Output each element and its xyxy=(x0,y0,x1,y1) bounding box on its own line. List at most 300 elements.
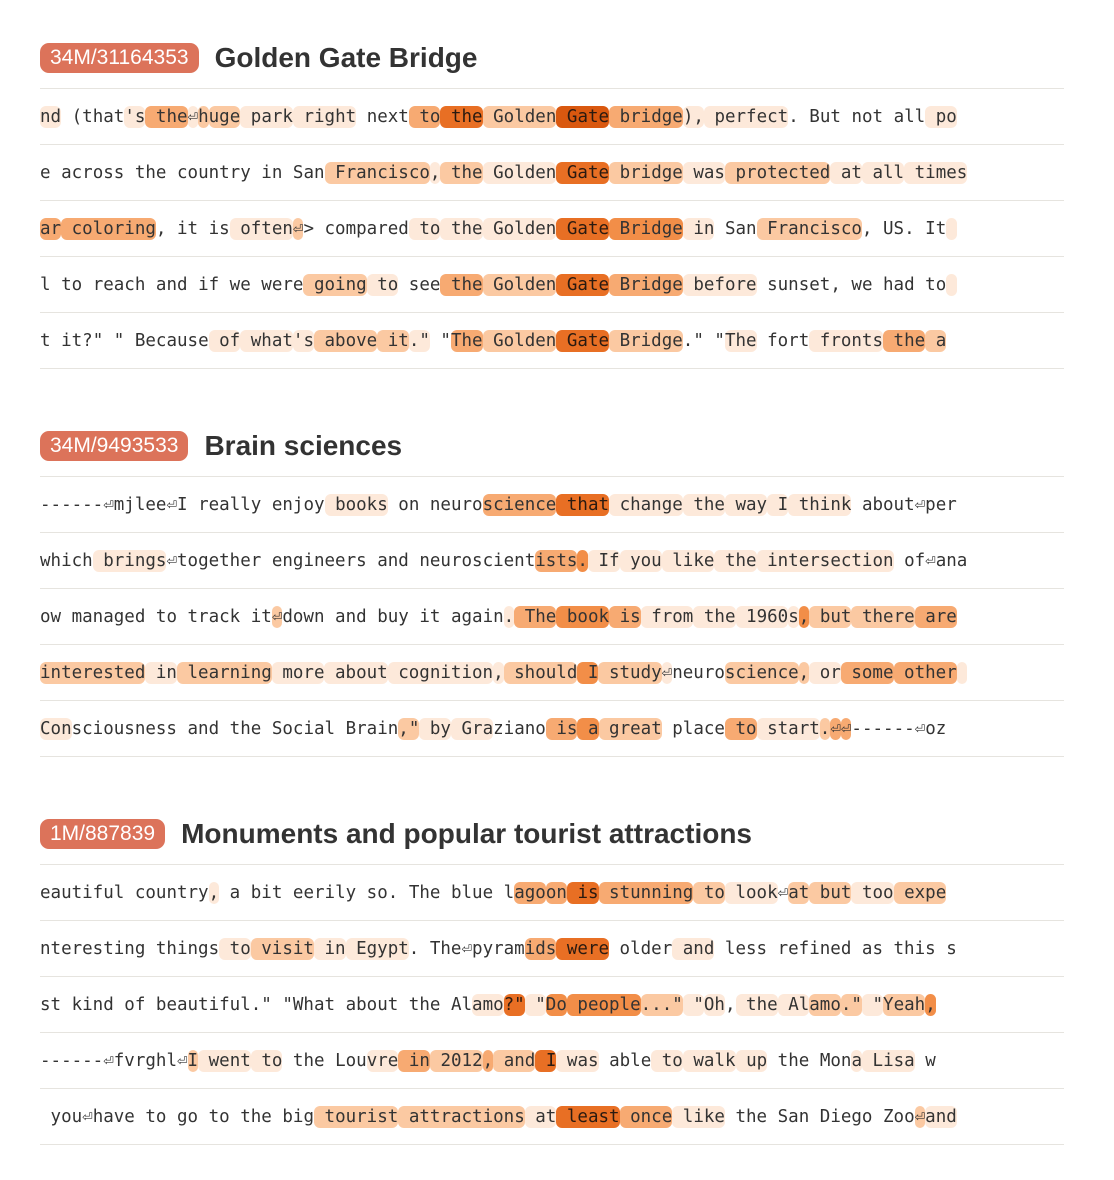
token: , xyxy=(798,662,810,683)
token: books xyxy=(324,494,388,515)
token: change xyxy=(609,494,683,515)
token: " xyxy=(429,330,451,351)
token: . xyxy=(788,106,799,127)
token: ------ xyxy=(40,494,104,515)
token: were xyxy=(250,274,304,295)
token: t xyxy=(40,330,51,351)
token: to xyxy=(250,1050,283,1071)
token: were xyxy=(556,938,610,959)
token: ⏎ xyxy=(177,1050,188,1071)
example-row xyxy=(40,533,1064,589)
token: . xyxy=(904,218,915,239)
token: ," xyxy=(398,718,420,739)
token: is xyxy=(545,718,578,739)
token: ness xyxy=(134,718,177,739)
token: w xyxy=(914,1050,936,1071)
token: start xyxy=(756,718,820,739)
token-line xyxy=(40,273,957,297)
section-title: Golden Gate Bridge xyxy=(214,42,478,73)
token: across xyxy=(50,162,125,183)
section-title: Monuments and popular tourist attractions xyxy=(181,818,753,849)
token: bridge xyxy=(609,162,683,183)
token: oz xyxy=(925,718,947,739)
token: The xyxy=(398,882,441,903)
token-line xyxy=(40,881,946,905)
token: ------ xyxy=(40,1050,104,1071)
token: about xyxy=(851,494,915,515)
token: and xyxy=(672,938,715,959)
token: Gate xyxy=(556,162,610,183)
token: the xyxy=(229,1106,272,1127)
example-row xyxy=(40,645,1064,701)
token: a xyxy=(577,718,599,739)
token: the xyxy=(735,994,778,1015)
token: all xyxy=(861,162,905,183)
token: is xyxy=(566,882,599,903)
token: 1960 xyxy=(735,606,789,627)
token: Gate xyxy=(556,330,610,351)
token: . xyxy=(387,882,399,903)
feature-id-badge[interactable]: 1M/887839 xyxy=(40,819,165,849)
token: but xyxy=(809,882,852,903)
token: h xyxy=(198,106,209,127)
token: like xyxy=(661,550,715,571)
token: Golden xyxy=(482,162,557,183)
token: Bridge xyxy=(609,218,683,239)
token: on xyxy=(387,494,420,515)
token: protected xyxy=(724,162,831,183)
token: and xyxy=(176,718,220,739)
token: Golden xyxy=(482,106,557,127)
token-line xyxy=(40,493,957,517)
example-row xyxy=(40,865,1064,921)
token: it xyxy=(377,330,409,351)
token: Golden xyxy=(482,274,557,295)
token: 2012 xyxy=(429,1050,483,1071)
token: ids xyxy=(524,938,557,959)
token-line xyxy=(40,661,967,685)
token: engineers xyxy=(261,550,367,571)
token: buy xyxy=(366,606,409,627)
token: Al xyxy=(440,994,473,1015)
token: ." xyxy=(408,330,430,351)
token xyxy=(946,218,957,240)
token: not xyxy=(840,106,884,127)
token: have xyxy=(92,1106,135,1127)
token: Gate xyxy=(556,274,610,295)
token: above xyxy=(313,330,378,351)
token: hl xyxy=(155,1050,177,1071)
token-line xyxy=(40,549,967,573)
token: the xyxy=(440,274,483,295)
token: , xyxy=(861,218,873,239)
token: per xyxy=(925,494,957,515)
token: ⏎ xyxy=(461,938,473,959)
token: the xyxy=(282,1050,325,1071)
token: I xyxy=(577,662,599,683)
token: see xyxy=(398,274,441,295)
token: and xyxy=(145,274,188,295)
token: Yeah xyxy=(883,994,926,1015)
token: Golden xyxy=(482,218,557,239)
token: " xyxy=(861,994,884,1015)
token: going xyxy=(303,274,367,295)
token: Social xyxy=(261,718,336,739)
token: ), xyxy=(682,106,704,127)
token: Al xyxy=(777,994,810,1015)
token: po xyxy=(925,106,957,127)
token: Golden xyxy=(482,330,557,351)
token: all xyxy=(883,106,926,127)
token: walk xyxy=(682,1050,736,1071)
token: it xyxy=(408,606,441,627)
token: it xyxy=(50,330,83,351)
token: this xyxy=(882,938,936,959)
token: way xyxy=(724,494,768,515)
token: " xyxy=(524,994,546,1015)
token: in xyxy=(398,1050,430,1071)
token: to xyxy=(219,938,251,959)
token: ⏎ xyxy=(187,106,199,127)
token-line xyxy=(40,717,946,741)
token-line xyxy=(40,605,957,629)
token: uge xyxy=(208,106,241,127)
token: but xyxy=(809,606,852,627)
token: ." xyxy=(250,994,272,1015)
token: to xyxy=(651,1050,683,1071)
token: older xyxy=(609,938,673,959)
token: to xyxy=(408,106,441,127)
example-row xyxy=(40,977,1064,1033)
token: like xyxy=(672,1106,725,1127)
token: is xyxy=(198,218,230,239)
token: was xyxy=(682,162,725,183)
token: s xyxy=(788,606,799,627)
token: , xyxy=(925,994,936,1015)
token-line xyxy=(40,105,957,129)
token: place xyxy=(661,718,725,739)
token: ------ xyxy=(851,718,915,739)
token: mj xyxy=(113,494,135,515)
token: science xyxy=(724,662,799,683)
token: San xyxy=(282,162,325,183)
token: Egypt xyxy=(345,938,409,959)
token: we xyxy=(840,274,873,295)
token: in xyxy=(313,938,346,959)
token: lee xyxy=(134,494,167,515)
token: Oh xyxy=(703,994,725,1015)
token: at xyxy=(524,1106,557,1127)
token: book xyxy=(556,606,610,627)
token: rg xyxy=(134,1050,156,1071)
token: ?" xyxy=(82,330,104,351)
token: I xyxy=(177,494,188,515)
token: right xyxy=(292,106,357,127)
example-row xyxy=(40,1033,1064,1089)
token: before xyxy=(682,274,757,295)
token: there xyxy=(851,606,915,627)
token: more xyxy=(271,662,325,683)
token-line xyxy=(40,1049,936,1073)
token: from xyxy=(640,606,694,627)
token: , xyxy=(429,162,441,183)
token: kind xyxy=(61,994,114,1015)
token: compared xyxy=(313,218,409,239)
token: ana xyxy=(935,550,968,571)
token: of xyxy=(893,550,926,571)
token: Brain xyxy=(335,718,399,739)
token: The xyxy=(514,606,557,627)
token: about xyxy=(335,994,399,1015)
token: down xyxy=(282,606,325,627)
token: in xyxy=(250,162,283,183)
token: that xyxy=(82,106,125,127)
token: are xyxy=(914,606,957,627)
token: at xyxy=(788,882,810,903)
token: again xyxy=(440,606,504,627)
token: go xyxy=(166,1106,199,1127)
token: the xyxy=(398,994,441,1015)
token: beautiful xyxy=(145,994,251,1015)
example-row xyxy=(40,257,1064,313)
token: to xyxy=(145,606,177,627)
token: blue xyxy=(440,882,494,903)
token: Diego xyxy=(809,1106,873,1127)
token: nteresting xyxy=(40,938,146,959)
token: if xyxy=(187,274,220,295)
token: learning xyxy=(176,662,272,683)
example-row xyxy=(40,1089,1064,1145)
token: l xyxy=(493,882,515,903)
token: study xyxy=(598,662,662,683)
token: , xyxy=(493,662,504,683)
token: and xyxy=(493,1050,536,1071)
token-line xyxy=(40,217,957,241)
token: park xyxy=(240,106,293,127)
token: , xyxy=(208,882,220,903)
token: s xyxy=(935,938,957,959)
token: some xyxy=(840,662,894,683)
token: together xyxy=(177,550,262,571)
token: a xyxy=(219,882,241,903)
feature-section-brain-sciences xyxy=(40,418,1064,757)
token: Mon xyxy=(809,1050,852,1071)
token: ago xyxy=(514,882,546,903)
token: ⏎ xyxy=(103,494,114,515)
token xyxy=(957,662,968,684)
token: was xyxy=(556,1050,599,1071)
token: ⏎ xyxy=(271,606,283,627)
token: ." xyxy=(840,994,862,1015)
token: ⏎ xyxy=(292,218,304,239)
token: to xyxy=(724,718,757,739)
token: ⏎ xyxy=(925,550,936,571)
token: ists xyxy=(535,550,578,571)
token: ⏎ xyxy=(82,1106,93,1127)
token: once xyxy=(619,1106,673,1127)
token: the xyxy=(767,1050,810,1071)
token: er xyxy=(303,882,325,903)
token: py xyxy=(472,938,494,959)
token: the xyxy=(714,550,757,571)
token: What xyxy=(292,994,336,1015)
token: Bridge xyxy=(609,330,683,351)
token-rows xyxy=(40,88,1064,369)
token-line xyxy=(40,1105,957,1129)
token: you xyxy=(619,550,662,571)
token: Francisco xyxy=(324,162,430,183)
token: the xyxy=(440,218,483,239)
example-row xyxy=(40,701,1064,757)
token: Zoo xyxy=(872,1106,915,1127)
token: fv xyxy=(113,1050,135,1071)
token: " xyxy=(271,994,293,1015)
token xyxy=(946,274,957,296)
token: up xyxy=(735,1050,768,1071)
token: enjoy xyxy=(261,494,325,515)
token: and xyxy=(925,1106,957,1127)
token: big xyxy=(271,1106,314,1127)
token: ⏎ xyxy=(914,494,926,515)
token: the xyxy=(145,106,188,127)
token: to xyxy=(366,274,399,295)
token: intersection xyxy=(756,550,894,571)
token: had xyxy=(872,274,915,295)
token: . xyxy=(408,938,420,959)
token-line xyxy=(40,993,936,1017)
token: scient xyxy=(472,550,536,571)
token: to xyxy=(198,1106,230,1127)
token: of xyxy=(113,994,146,1015)
token: you xyxy=(40,1106,83,1127)
token: country xyxy=(124,882,209,903)
token: the xyxy=(693,606,736,627)
token: look xyxy=(724,882,778,903)
token: ⏎ xyxy=(166,494,177,515)
token: neuro xyxy=(672,662,725,683)
token: ⏎ xyxy=(166,550,177,571)
token: ..." xyxy=(640,994,683,1015)
token: so xyxy=(356,882,388,903)
token: nd xyxy=(40,106,62,127)
token-rows xyxy=(40,476,1064,757)
token: " xyxy=(103,330,125,351)
token: refined xyxy=(767,938,852,959)
token: ⏎ xyxy=(103,1050,114,1071)
token: and xyxy=(366,550,409,571)
token: a xyxy=(851,1050,862,1071)
token: or xyxy=(809,662,841,683)
token: visit xyxy=(250,938,314,959)
token: the xyxy=(440,162,483,183)
feature-id-badge[interactable]: 34M/9493533 xyxy=(40,431,188,461)
token: 's xyxy=(292,330,314,351)
token: scious xyxy=(71,718,135,739)
token: ⏎ xyxy=(914,718,926,739)
token: other xyxy=(893,662,957,683)
token: ily xyxy=(324,882,357,903)
token: . xyxy=(819,718,831,739)
token: But xyxy=(798,106,841,127)
token: country xyxy=(166,162,251,183)
token: a xyxy=(925,330,947,351)
token: Lisa xyxy=(862,1050,915,1071)
token: brings xyxy=(92,550,167,571)
token: " xyxy=(682,994,704,1015)
token: is xyxy=(609,606,641,627)
token: Gra xyxy=(450,718,494,739)
token: it xyxy=(240,606,272,627)
token: by xyxy=(419,718,451,739)
token: in xyxy=(682,218,715,239)
token: coloring xyxy=(61,218,156,239)
token: about xyxy=(324,662,388,683)
feature-section-golden-gate xyxy=(40,30,1064,369)
token: amo xyxy=(472,994,504,1015)
token: to xyxy=(134,1106,167,1127)
token: people xyxy=(566,994,641,1015)
example-row xyxy=(40,201,1064,257)
token: It xyxy=(914,218,947,239)
token: perfect xyxy=(703,106,789,127)
token: often xyxy=(229,218,293,239)
example-row xyxy=(40,477,1064,533)
token: I xyxy=(535,1050,557,1071)
example-row xyxy=(40,921,1064,977)
token: things xyxy=(145,938,220,959)
token: US xyxy=(872,218,905,239)
token: great xyxy=(598,718,662,739)
token-line xyxy=(40,161,967,185)
example-row xyxy=(40,313,1064,369)
token: neuro xyxy=(419,494,483,515)
token: science xyxy=(482,494,557,515)
token: went xyxy=(198,1050,251,1071)
token: San xyxy=(767,1106,810,1127)
token-rows xyxy=(40,864,1064,1145)
token: to xyxy=(50,274,83,295)
token: should xyxy=(503,662,578,683)
token: fronts xyxy=(809,330,884,351)
token: the xyxy=(883,330,926,351)
token: as xyxy=(851,938,883,959)
token: Bridge xyxy=(609,274,683,295)
token: neuro xyxy=(408,550,473,571)
token: able xyxy=(598,1050,652,1071)
token: . xyxy=(503,606,515,627)
token: Because xyxy=(124,330,209,351)
token: Gate xyxy=(556,218,610,239)
feature-id-badge[interactable]: 34M/31164353 xyxy=(40,43,199,73)
token: , xyxy=(482,1050,494,1071)
token-line xyxy=(40,937,957,961)
token: the xyxy=(724,1106,768,1127)
token: ." xyxy=(682,330,704,351)
token: less xyxy=(714,938,768,959)
section-title: Brain sciences xyxy=(204,430,403,461)
token: Lou xyxy=(324,1050,367,1071)
token: track xyxy=(176,606,241,627)
token: tourist xyxy=(314,1106,399,1127)
token: eautiful xyxy=(40,882,125,903)
token: times xyxy=(904,162,968,183)
token: we xyxy=(219,274,251,295)
token: , xyxy=(798,606,810,627)
token: think xyxy=(788,494,852,515)
token: ram xyxy=(493,938,525,959)
token: attractions xyxy=(398,1106,525,1127)
token: really xyxy=(187,494,262,515)
